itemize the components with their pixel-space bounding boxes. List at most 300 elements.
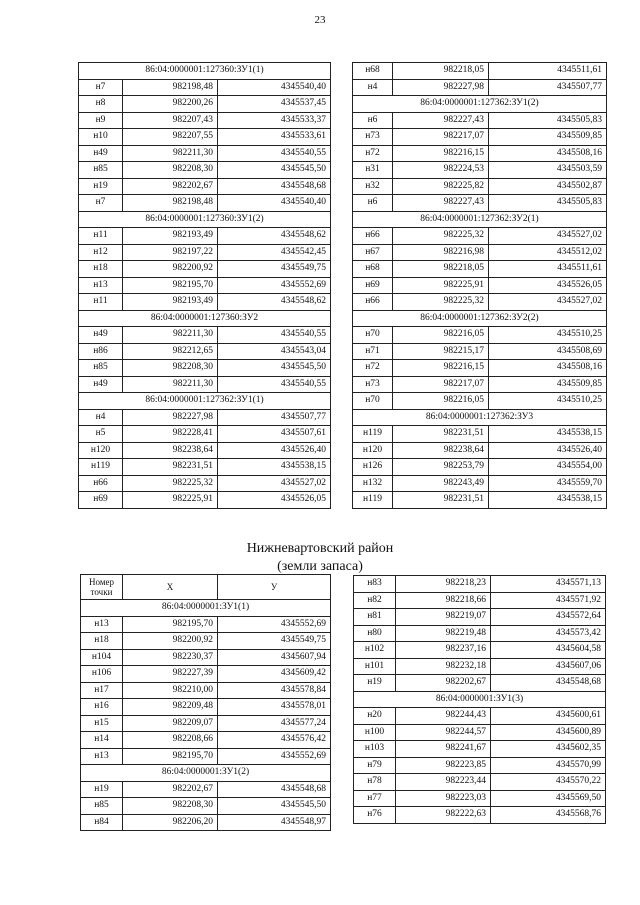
table-row xyxy=(79,145,331,162)
coordinates-table-bottom-left xyxy=(80,574,331,831)
point-number: н11 xyxy=(79,294,123,311)
point-number: н14 xyxy=(81,732,123,749)
table-row xyxy=(353,261,607,278)
y-coordinate: 4345508,16 xyxy=(489,360,607,377)
point-number: н31 xyxy=(353,162,393,179)
y-coordinate: 4345508,16 xyxy=(489,145,607,162)
y-coordinate: 4345540,40 xyxy=(218,195,331,212)
cadastral-number: 86:04:0000001:127362:ЗУ3 xyxy=(353,409,607,426)
point-number: н17 xyxy=(81,682,123,699)
y-coordinate: 4345527,02 xyxy=(489,228,607,245)
x-coordinate: 982222,63 xyxy=(396,807,491,824)
point-number: н15 xyxy=(81,715,123,732)
y-coordinate: 4345511,61 xyxy=(489,261,607,278)
point-number: н84 xyxy=(81,814,123,831)
x-coordinate: 982216,05 xyxy=(393,327,489,344)
table-row xyxy=(354,625,606,642)
point-number: н70 xyxy=(353,327,393,344)
point-number: н119 xyxy=(79,459,123,476)
x-coordinate: 982227,43 xyxy=(393,195,489,212)
x-coordinate: 982197,22 xyxy=(123,244,218,261)
y-coordinate: 4345538,15 xyxy=(218,459,331,476)
x-coordinate: 982218,66 xyxy=(396,592,491,609)
y-coordinate: 4345510,25 xyxy=(489,327,607,344)
table-row xyxy=(353,360,607,377)
x-coordinate: 982219,48 xyxy=(396,625,491,642)
cadastral-number: 86:04:0000001:127360:ЗУ1(2) xyxy=(79,211,331,228)
x-coordinate: 982209,07 xyxy=(123,715,218,732)
x-coordinate: 982212,65 xyxy=(123,343,218,360)
x-coordinate: 982207,43 xyxy=(123,112,218,129)
x-coordinate: 982195,70 xyxy=(123,748,218,765)
table-row xyxy=(81,781,331,798)
y-coordinate: 4345542,45 xyxy=(218,244,331,261)
y-coordinate: 4345507,61 xyxy=(218,426,331,443)
y-coordinate: 4345511,61 xyxy=(489,63,607,80)
table-row xyxy=(354,724,606,741)
y-coordinate: 4345578,01 xyxy=(218,699,331,716)
cadastral-number: 86:04:0000001:127362:ЗУ1(1) xyxy=(79,393,331,410)
point-number: н19 xyxy=(81,781,123,798)
table-row xyxy=(354,609,606,626)
table-row xyxy=(353,459,607,476)
cadastral-number: 86:04:0000001:ЗУ1(3) xyxy=(354,691,606,708)
point-number: н85 xyxy=(79,360,123,377)
table-row xyxy=(354,675,606,692)
y-coordinate: 4345572,64 xyxy=(491,609,606,626)
y-coordinate: 4345548,62 xyxy=(218,228,331,245)
y-coordinate: 4345549,75 xyxy=(218,261,331,278)
y-coordinate: 4345570,99 xyxy=(491,757,606,774)
x-coordinate: 982231,51 xyxy=(393,426,489,443)
coordinates-table-bottom-right xyxy=(353,575,606,824)
x-coordinate: 982211,30 xyxy=(123,327,218,344)
point-number: н119 xyxy=(353,492,393,509)
y-coordinate: 4345549,75 xyxy=(218,633,331,650)
y-coordinate: 4345570,22 xyxy=(491,774,606,791)
x-coordinate: 982202,67 xyxy=(396,675,491,692)
table-row xyxy=(79,360,331,377)
x-coordinate: 982200,92 xyxy=(123,633,218,650)
cadastral-number: 86:04:0000001:127362:ЗУ2(1) xyxy=(353,211,607,228)
point-number: н13 xyxy=(79,277,123,294)
section-subheading: (земли запаса) xyxy=(277,559,363,574)
x-coordinate: 982202,67 xyxy=(123,178,218,195)
table-row xyxy=(81,682,331,699)
y-coordinate: 4345507,77 xyxy=(489,79,607,96)
parcel-header-row xyxy=(79,63,331,80)
point-number: н102 xyxy=(354,642,396,659)
table-row xyxy=(353,178,607,195)
x-coordinate: 982216,15 xyxy=(393,145,489,162)
point-number: н6 xyxy=(353,112,393,129)
table-row xyxy=(81,798,331,815)
table-row xyxy=(79,343,331,360)
point-number: н49 xyxy=(79,327,123,344)
x-coordinate: 982206,20 xyxy=(123,814,218,831)
y-coordinate: 4345538,15 xyxy=(489,492,607,509)
x-coordinate: 982215,17 xyxy=(393,343,489,360)
table-row xyxy=(79,195,331,212)
table-row xyxy=(353,145,607,162)
x-coordinate: 982208,30 xyxy=(123,360,218,377)
y-coordinate: 4345538,15 xyxy=(489,426,607,443)
point-number: н72 xyxy=(353,145,393,162)
x-coordinate: 982208,30 xyxy=(123,798,218,815)
point-number: н13 xyxy=(81,616,123,633)
x-coordinate: 982227,39 xyxy=(123,666,218,683)
table-row xyxy=(79,178,331,195)
point-number: н66 xyxy=(353,228,393,245)
y-coordinate: 4345568,76 xyxy=(491,807,606,824)
table-row xyxy=(79,261,331,278)
parcel-header-row xyxy=(353,211,607,228)
point-number: н19 xyxy=(79,178,123,195)
cadastral-number: 86:04:0000001:127360:ЗУ2 xyxy=(79,310,331,327)
y-coordinate: 4345545,50 xyxy=(218,162,331,179)
x-coordinate: 982225,32 xyxy=(123,475,218,492)
table-row xyxy=(354,658,606,675)
table-row xyxy=(81,748,331,765)
point-number: н106 xyxy=(81,666,123,683)
y-coordinate: 4345607,06 xyxy=(491,658,606,675)
y-coordinate: 4345609,42 xyxy=(218,666,331,683)
y-coordinate: 4345576,42 xyxy=(218,732,331,749)
y-coordinate: 4345527,02 xyxy=(218,475,331,492)
table-row xyxy=(79,409,331,426)
y-coordinate: 4345552,69 xyxy=(218,616,331,633)
x-coordinate: 982231,51 xyxy=(393,492,489,509)
coordinates-table-top-right xyxy=(352,62,607,509)
table-row xyxy=(81,732,331,749)
point-number: н77 xyxy=(354,790,396,807)
parcel-header-row xyxy=(79,393,331,410)
table-row xyxy=(354,741,606,758)
y-coordinate: 4345548,68 xyxy=(218,781,331,798)
table-row xyxy=(353,393,607,410)
x-coordinate: 982208,66 xyxy=(123,732,218,749)
x-coordinate: 982219,07 xyxy=(396,609,491,626)
table-row xyxy=(79,228,331,245)
y-coordinate: 4345552,69 xyxy=(218,748,331,765)
x-coordinate: 982195,70 xyxy=(123,277,218,294)
coordinates-table-top-left xyxy=(78,62,331,509)
section-heading: Нижневартовский район xyxy=(246,541,394,556)
y-coordinate: 4345573,42 xyxy=(491,625,606,642)
y-coordinate: 4345559,70 xyxy=(489,475,607,492)
point-number: н69 xyxy=(79,492,123,509)
x-coordinate: 982225,91 xyxy=(123,492,218,509)
point-number: н20 xyxy=(354,708,396,725)
parcel-header-row xyxy=(79,310,331,327)
x-coordinate: 982208,30 xyxy=(123,162,218,179)
table-row xyxy=(353,277,607,294)
point-number: н12 xyxy=(79,244,123,261)
y-coordinate: 4345540,55 xyxy=(218,327,331,344)
y-coordinate: 4345526,05 xyxy=(489,277,607,294)
x-coordinate: 982211,30 xyxy=(123,376,218,393)
y-coordinate: 4345540,55 xyxy=(218,376,331,393)
point-number: н5 xyxy=(79,426,123,443)
table-row xyxy=(353,228,607,245)
y-coordinate: 4345526,40 xyxy=(489,442,607,459)
x-coordinate: 982231,51 xyxy=(123,459,218,476)
table-row xyxy=(353,475,607,492)
cadastral-number: 86:04:0000001:ЗУ1(2) xyxy=(81,765,331,782)
x-coordinate: 982210,00 xyxy=(123,682,218,699)
x-coordinate: 982218,05 xyxy=(393,63,489,80)
y-coordinate: 4345548,62 xyxy=(218,294,331,311)
point-number: н126 xyxy=(353,459,393,476)
point-number: н103 xyxy=(354,741,396,758)
table-row xyxy=(79,492,331,509)
table-row xyxy=(79,459,331,476)
y-coordinate: 4345548,68 xyxy=(491,675,606,692)
y-coordinate: 4345526,40 xyxy=(218,442,331,459)
table-row xyxy=(353,327,607,344)
table-row xyxy=(353,79,607,96)
y-coordinate: 4345508,69 xyxy=(489,343,607,360)
cadastral-number: 86:04:0000001:127360:ЗУ1(1) xyxy=(79,63,331,80)
point-number: н79 xyxy=(354,757,396,774)
table-row xyxy=(353,244,607,261)
table-row xyxy=(354,774,606,791)
point-number: н7 xyxy=(79,195,123,212)
point-number: н120 xyxy=(79,442,123,459)
y-coordinate: 4345571,13 xyxy=(491,576,606,593)
y-coordinate: 4345545,50 xyxy=(218,360,331,377)
table-row xyxy=(79,327,331,344)
point-number: н49 xyxy=(79,376,123,393)
x-coordinate: 982216,98 xyxy=(393,244,489,261)
column-header-y: У xyxy=(218,575,331,600)
y-coordinate: 4345527,02 xyxy=(489,294,607,311)
y-coordinate: 4345533,37 xyxy=(218,112,331,129)
x-coordinate: 982218,23 xyxy=(396,576,491,593)
point-number: н83 xyxy=(354,576,396,593)
x-coordinate: 982200,92 xyxy=(123,261,218,278)
y-coordinate: 4345604,58 xyxy=(491,642,606,659)
x-coordinate: 982227,98 xyxy=(123,409,218,426)
table-row xyxy=(79,244,331,261)
table-row xyxy=(81,649,331,666)
y-coordinate: 4345505,83 xyxy=(489,112,607,129)
y-coordinate: 4345548,97 xyxy=(218,814,331,831)
table-row xyxy=(353,492,607,509)
point-number: н16 xyxy=(81,699,123,716)
table-row xyxy=(79,79,331,96)
y-coordinate: 4345578,84 xyxy=(218,682,331,699)
x-coordinate: 982193,49 xyxy=(123,294,218,311)
x-coordinate: 982244,43 xyxy=(396,708,491,725)
column-header-number: Номер точки xyxy=(81,575,123,600)
y-coordinate: 4345600,89 xyxy=(491,724,606,741)
x-coordinate: 982198,48 xyxy=(123,79,218,96)
x-coordinate: 982232,18 xyxy=(396,658,491,675)
point-number: н104 xyxy=(81,649,123,666)
table-row xyxy=(79,442,331,459)
y-coordinate: 4345537,45 xyxy=(218,96,331,113)
point-number: н18 xyxy=(81,633,123,650)
point-number: н7 xyxy=(79,79,123,96)
table-row xyxy=(353,129,607,146)
y-coordinate: 4345548,68 xyxy=(218,178,331,195)
x-coordinate: 982209,48 xyxy=(123,699,218,716)
x-coordinate: 982217,07 xyxy=(393,376,489,393)
column-header-x: X xyxy=(123,575,218,600)
table-row xyxy=(353,343,607,360)
point-number: н49 xyxy=(79,145,123,162)
point-number: н6 xyxy=(353,195,393,212)
y-coordinate: 4345502,87 xyxy=(489,178,607,195)
point-number: н119 xyxy=(353,426,393,443)
table-row xyxy=(354,708,606,725)
point-number: н101 xyxy=(354,658,396,675)
point-number: н68 xyxy=(353,63,393,80)
y-coordinate: 4345540,40 xyxy=(218,79,331,96)
cadastral-number: 86:04:0000001:127362:ЗУ2(2) xyxy=(353,310,607,327)
x-coordinate: 982202,67 xyxy=(123,781,218,798)
x-coordinate: 982225,91 xyxy=(393,277,489,294)
table-row xyxy=(81,666,331,683)
cadastral-number: 86:04:0000001:127362:ЗУ1(2) xyxy=(353,96,607,113)
point-number: н82 xyxy=(354,592,396,609)
y-coordinate: 4345602,35 xyxy=(491,741,606,758)
point-number: н18 xyxy=(79,261,123,278)
y-coordinate: 4345569,50 xyxy=(491,790,606,807)
x-coordinate: 982225,32 xyxy=(393,294,489,311)
y-coordinate: 4345571,92 xyxy=(491,592,606,609)
point-number: н68 xyxy=(353,261,393,278)
y-coordinate: 4345577,24 xyxy=(218,715,331,732)
point-number: н11 xyxy=(79,228,123,245)
point-number: н66 xyxy=(79,475,123,492)
table-row xyxy=(354,790,606,807)
x-coordinate: 982207,55 xyxy=(123,129,218,146)
x-coordinate: 982224,53 xyxy=(393,162,489,179)
y-coordinate: 4345507,77 xyxy=(218,409,331,426)
parcel-header-row xyxy=(79,211,331,228)
cadastral-number: 86:04:0000001:ЗУ1(1) xyxy=(81,600,331,617)
y-coordinate: 4345533,61 xyxy=(218,129,331,146)
parcel-header-row xyxy=(81,600,331,617)
table-row xyxy=(354,807,606,824)
x-coordinate: 982216,15 xyxy=(393,360,489,377)
x-coordinate: 982217,07 xyxy=(393,129,489,146)
point-number: н85 xyxy=(79,162,123,179)
point-number: н100 xyxy=(354,724,396,741)
x-coordinate: 982211,30 xyxy=(123,145,218,162)
x-coordinate: 982227,98 xyxy=(393,79,489,96)
table-row xyxy=(79,376,331,393)
y-coordinate: 4345503,59 xyxy=(489,162,607,179)
y-coordinate: 4345509,85 xyxy=(489,129,607,146)
parcel-header-row xyxy=(81,765,331,782)
table-row xyxy=(81,814,331,831)
point-number: н10 xyxy=(79,129,123,146)
table-row xyxy=(354,592,606,609)
point-number: н132 xyxy=(353,475,393,492)
point-number: н4 xyxy=(353,79,393,96)
point-number: н13 xyxy=(81,748,123,765)
x-coordinate: 982225,32 xyxy=(393,228,489,245)
point-number: н86 xyxy=(79,343,123,360)
point-number: н80 xyxy=(354,625,396,642)
page-number: 23 xyxy=(314,14,326,26)
point-number: н120 xyxy=(353,442,393,459)
table-row xyxy=(81,633,331,650)
table-row xyxy=(353,195,607,212)
y-coordinate: 4345526,05 xyxy=(218,492,331,509)
x-coordinate: 982223,03 xyxy=(396,790,491,807)
point-number: н70 xyxy=(353,393,393,410)
table-row xyxy=(353,162,607,179)
table-row xyxy=(79,277,331,294)
x-coordinate: 982216,05 xyxy=(393,393,489,410)
y-coordinate: 4345554,00 xyxy=(489,459,607,476)
parcel-header-row xyxy=(354,691,606,708)
x-coordinate: 982241,67 xyxy=(396,741,491,758)
parcel-header-row xyxy=(353,96,607,113)
table-row xyxy=(353,376,607,393)
point-number: н4 xyxy=(79,409,123,426)
x-coordinate: 982230,37 xyxy=(123,649,218,666)
point-number: н69 xyxy=(353,277,393,294)
x-coordinate: 982243,49 xyxy=(393,475,489,492)
table-row xyxy=(353,442,607,459)
point-number: н8 xyxy=(79,96,123,113)
x-coordinate: 982228,41 xyxy=(123,426,218,443)
y-coordinate: 4345509,85 xyxy=(489,376,607,393)
x-coordinate: 982238,64 xyxy=(123,442,218,459)
x-coordinate: 982198,48 xyxy=(123,195,218,212)
y-coordinate: 4345510,25 xyxy=(489,393,607,410)
point-number: н78 xyxy=(354,774,396,791)
x-coordinate: 982253,79 xyxy=(393,459,489,476)
y-coordinate: 4345607,94 xyxy=(218,649,331,666)
x-coordinate: 982223,85 xyxy=(396,757,491,774)
table-row xyxy=(79,162,331,179)
point-number: н9 xyxy=(79,112,123,129)
y-coordinate: 4345552,69 xyxy=(218,277,331,294)
table-row xyxy=(79,294,331,311)
table-row xyxy=(354,642,606,659)
point-number: н85 xyxy=(81,798,123,815)
y-coordinate: 4345545,50 xyxy=(218,798,331,815)
x-coordinate: 982200,26 xyxy=(123,96,218,113)
column-header-row xyxy=(81,575,331,600)
table-row xyxy=(354,757,606,774)
parcel-header-row xyxy=(353,409,607,426)
table-row xyxy=(79,112,331,129)
y-coordinate: 4345600,61 xyxy=(491,708,606,725)
table-row xyxy=(353,294,607,311)
point-number: н73 xyxy=(353,376,393,393)
table-row xyxy=(81,699,331,716)
table-row xyxy=(79,129,331,146)
table-row xyxy=(79,426,331,443)
point-number: н67 xyxy=(353,244,393,261)
parcel-header-row xyxy=(353,310,607,327)
x-coordinate: 982218,05 xyxy=(393,261,489,278)
y-coordinate: 4345505,83 xyxy=(489,195,607,212)
x-coordinate: 982225,82 xyxy=(393,178,489,195)
table-row xyxy=(353,112,607,129)
y-coordinate: 4345540,55 xyxy=(218,145,331,162)
x-coordinate: 982244,57 xyxy=(396,724,491,741)
table-row xyxy=(81,715,331,732)
x-coordinate: 982237,16 xyxy=(396,642,491,659)
